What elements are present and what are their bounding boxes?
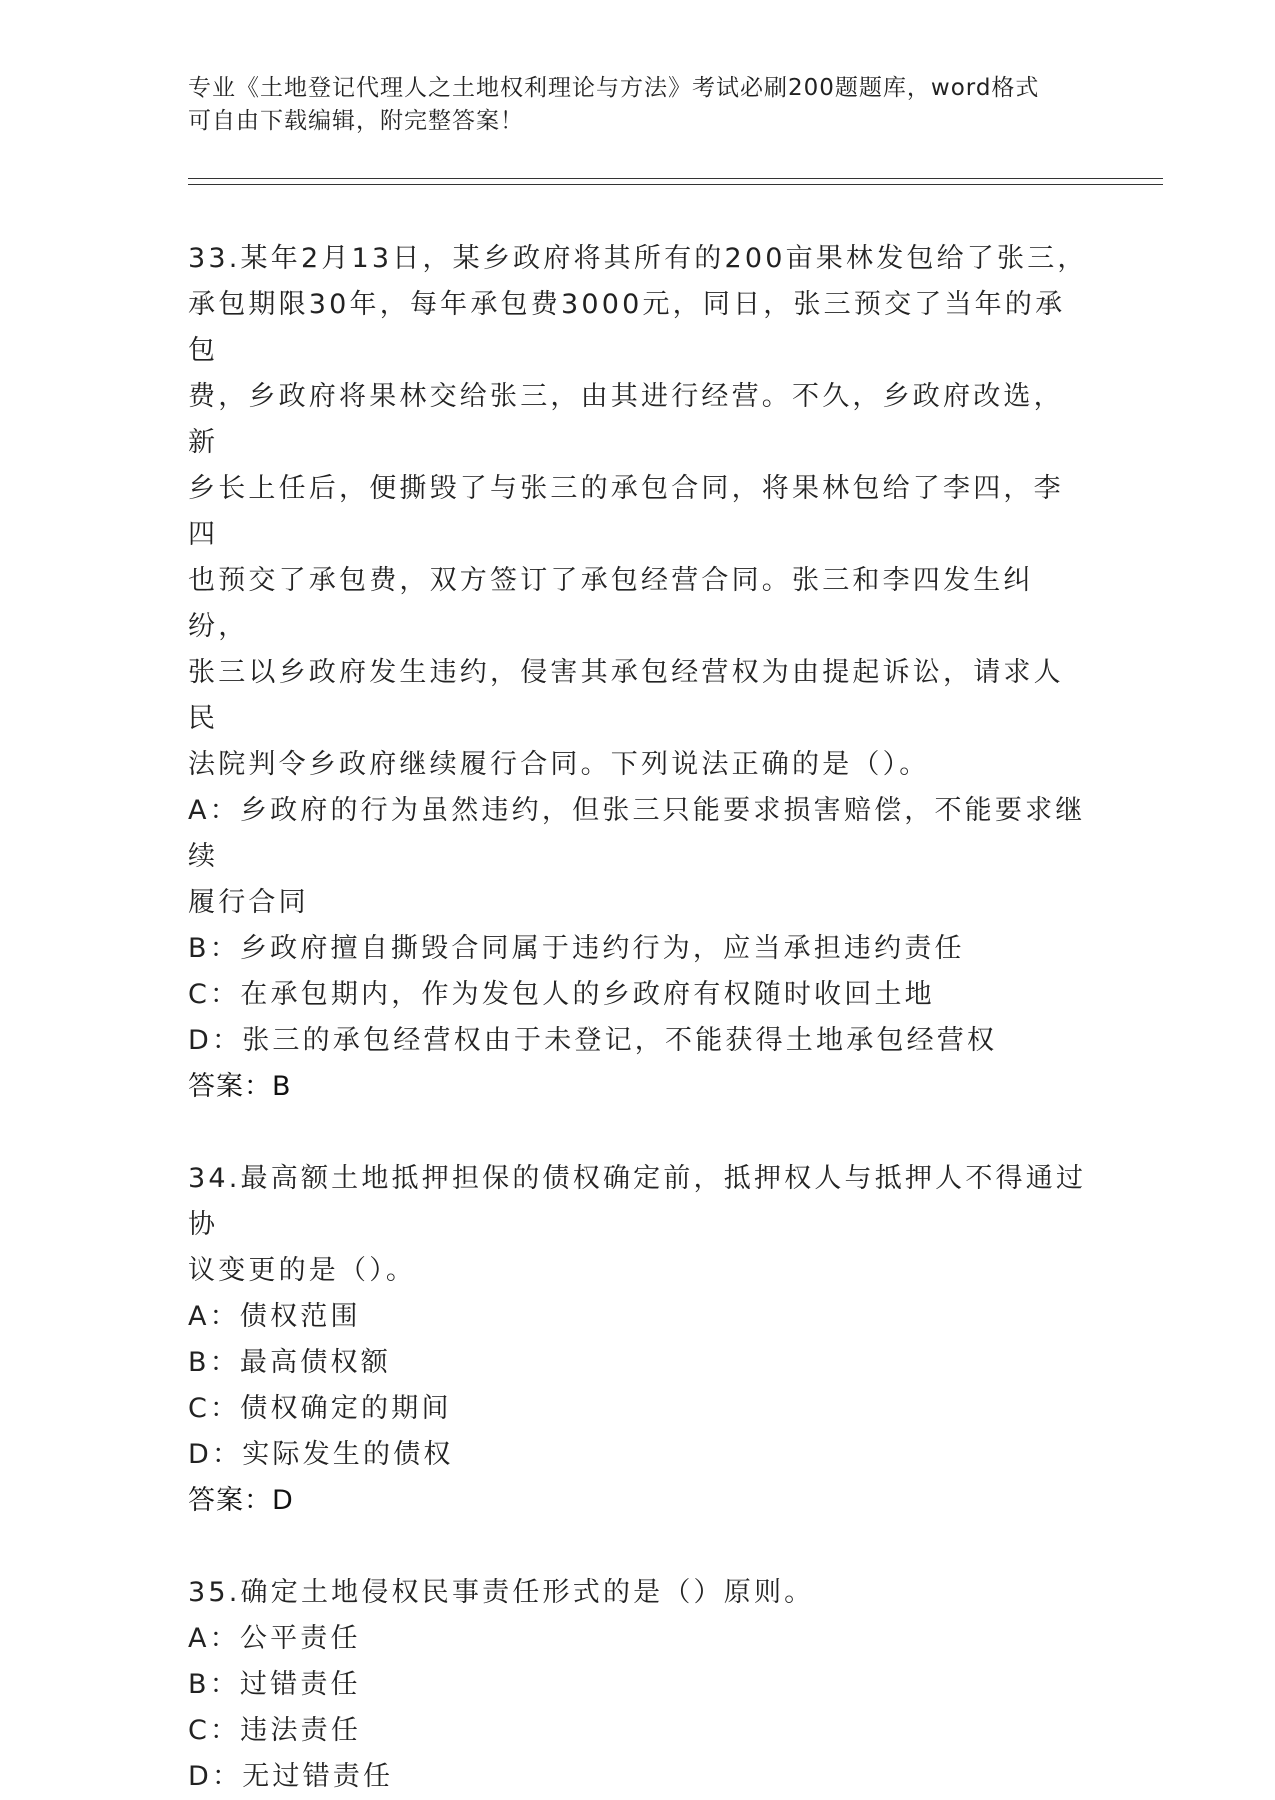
question-stem-line: 也预交了承包费，双方签订了承包经营合同。张三和李四发生纠纷， xyxy=(188,565,1034,642)
header-divider-bottom xyxy=(188,184,1163,185)
option-a: A：公平责任 xyxy=(188,1623,361,1654)
question-stem-line: 33.某年2月13日，某乡政府将其所有的200亩果林发包给了张三， xyxy=(188,243,1088,274)
question-list xyxy=(188,236,1088,1800)
option-d: D：实际发生的债权 xyxy=(188,1439,454,1470)
question-spacer xyxy=(188,1524,1088,1570)
question-stem-line: 乡长上任后，便撕毁了与张三的承包合同，将果林包给了李四，李四 xyxy=(188,473,1064,550)
option-a-line-continued: 履行合同 xyxy=(188,887,309,918)
question-stem-line: 35.确定土地侵权民事责任形式的是（）原则。 xyxy=(188,1577,815,1608)
option-d: D：无过错责任 xyxy=(188,1761,394,1792)
option-a-line: A：乡政府的行为虽然违约，但张三只能要求损害赔偿，不能要求继续 xyxy=(188,795,1086,872)
question-stem-line: 34.最高额土地抵押担保的债权确定前，抵押权人与抵押人不得通过协 xyxy=(188,1163,1087,1240)
option-c: C：违法责任 xyxy=(188,1715,362,1746)
question-stem-line: 议变更的是（）。 xyxy=(188,1255,417,1286)
header-title-line-1: 专业《土地登记代理人之土地权利理论与方法》考试必刷200题题库，word格式 xyxy=(188,75,1040,101)
option-b: B：最高债权额 xyxy=(188,1347,391,1378)
option-a: A：债权范围 xyxy=(188,1301,361,1332)
option-c: C：债权确定的期间 xyxy=(188,1393,452,1424)
document-header xyxy=(188,72,1088,138)
header-divider-top xyxy=(188,178,1163,179)
option-b: B：过错责任 xyxy=(188,1669,361,1700)
question-stem-line: 费，乡政府将果林交给张三，由其进行经营。不久，乡政府改选，新 xyxy=(188,381,1064,458)
option-c: C：在承包期内，作为发包人的乡政府有权随时收回土地 xyxy=(188,979,935,1010)
option-b: B：乡政府擅自撕毁合同属于违约行为，应当承担违约责任 xyxy=(188,933,965,964)
header-title-line-2: 可自由下载编辑，附完整答案！ xyxy=(188,108,524,134)
question-33 xyxy=(188,236,1088,1110)
answer: 答案：B xyxy=(188,1071,292,1102)
option-d: D：张三的承包经营权由于未登记，不能获得土地承包经营权 xyxy=(188,1025,998,1056)
answer: 答案：D xyxy=(188,1485,294,1516)
question-stem-line: 张三以乡政府发生违约，侵害其承包经营权为由提起诉讼，请求人民 xyxy=(188,657,1064,734)
question-34 xyxy=(188,1156,1088,1524)
question-stem-line: 法院判令乡政府继续履行合同。下列说法正确的是（）。 xyxy=(188,749,930,780)
question-stem-line: 承包期限30年，每年承包费3000元，同日，张三预交了当年的承包 xyxy=(188,289,1066,366)
question-spacer xyxy=(188,1110,1088,1156)
question-35 xyxy=(188,1570,1088,1800)
